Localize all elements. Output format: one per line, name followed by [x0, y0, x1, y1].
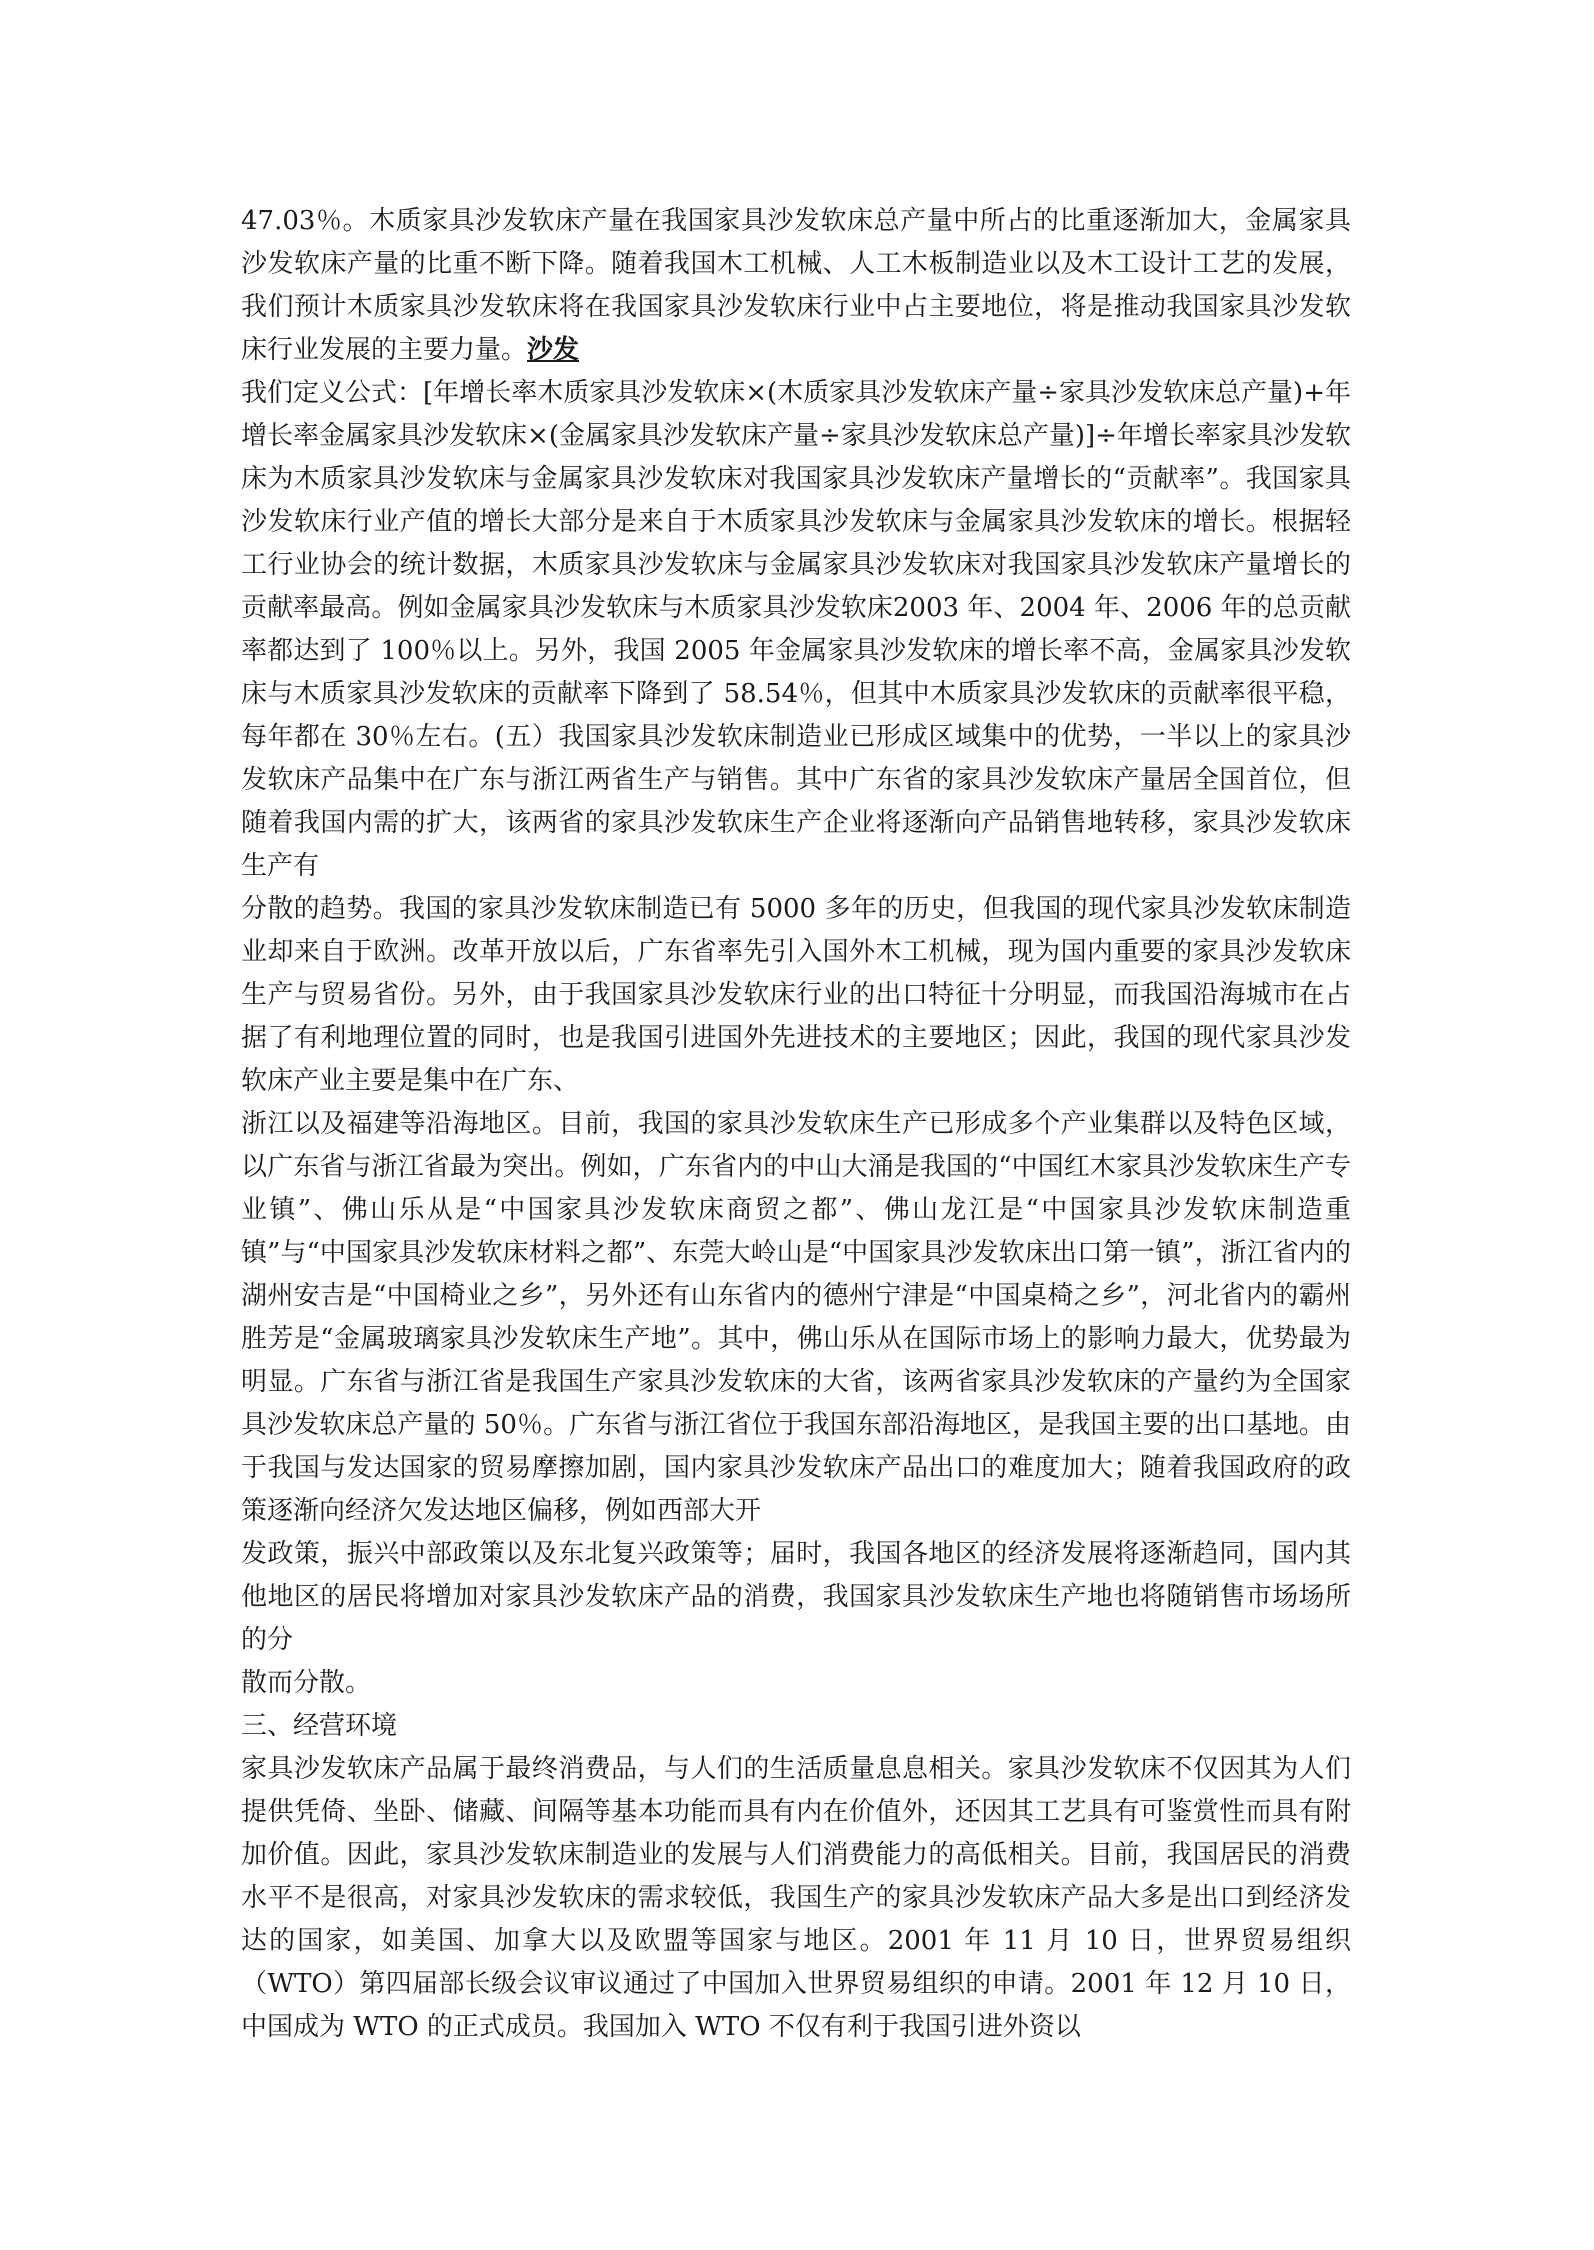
- paragraph-dispersion-trend: 分散的趋势。我国的家具沙发软床制造已有 5000 多年的历史，但我国的现代家具沙发软床制造业却来自于欧洲。改革开放以后，广东省率先引入国外木工机械，现为国内重要的家具沙发软床生产与贸易省份。另外，由于我国家具沙发软床行业的出口特征十分明显，而我国沿海城市在占据了有利地理位置的同时，也是我国引进国外先进技术的主要地区；因此，我国的现代家具沙发软床产业主要是集中在广东、: [241, 894, 1351, 1096]
- paragraph-text: 47.03％。木质家具沙发软床产量在我国家具沙发软床总产量中所占的比重逐渐加大，金属家具沙发软床产量的比重不断下降。随着我国木工机械、人工木板制造业以及木工设计工艺的发展，我们预计木质家具沙发软床将在我国家具沙发软床行业中占主要地位，将是推动我国家具沙发软床行业发展的主要力量。: [241, 206, 1351, 365]
- paragraph-dispersion-end: 散而分散。: [241, 1668, 372, 1698]
- paragraph-business-environment: 家具沙发软床产品属于最终消费品，与人们的生活质量息息相关。家具沙发软床不仅因其为人们提供凭倚、坐卧、储藏、间隔等基本功能而具有内在价值外，还因其工艺具有可鉴赏性而具有附加价值。因此，家具沙发软床制造业的发展与人们消费能力的高低相关。目前，我国居民的消费水平不是很高，对家具沙发软床的需求较低，我国生产的家具沙发软床产品大多是出口到经济发达的国家，如美国、加拿大以及欧盟等国家与地区。2001 年 11 月 10 日，世界贸易组织（WTO）第四届部长级会议审议通过了中国加入世界贸易组织的申请。2001 年 12 月 10 日，中国成为 WTO 的正式成员。我国加入 WTO 不仅有利于我国引进外资以: [241, 1754, 1351, 2042]
- paragraph-industry-clusters: 浙江以及福建等沿海地区。目前，我国的家具沙发软床生产已形成多个产业集群以及特色区域，以广东省与浙江省最为突出。例如，广东省内的中山大涌是我国的“中国红木家具沙发软床生产专业镇”、佛山乐从是“中国家具沙发软床商贸之都”、佛山龙江是“中国家具沙发软床制造重镇”与“中国家具沙发软床材料之都”、东莞大岭山是“中国家具沙发软床出口第一镇”，浙江省内的湖州安吉是“中国椅业之乡”，另外还有山东省内的德州宁津是“中国桌椅之乡”，河北省内的霸州胜芳是“金属玻璃家具沙发软床生产地”。其中，佛山乐从在国际市场上的影响力最大，优势最为明显。广东省与浙江省是我国生产家具沙发软床的大省，该两省家具沙发软床的产量约为全国家具沙发软床总产量的 50％。广东省与浙江省位于我国东部沿海地区，是我国主要的出口基地。由于我国与发达国家的贸易摩擦加剧，国内家具沙发软床产品出口的难度加大；随着我国政府的政策逐渐向经济欠发达地区偏移，例如西部大开: [241, 1109, 1351, 1526]
- paragraph-contribution-formula: 我们定义公式：[年增长率木质家具沙发软床×(木质家具沙发软床产量÷家具沙发软床总产量)+年增长率金属家具沙发软床×(金属家具沙发软床产量÷家具沙发软床总产量)]÷年增长率家具沙发软床为木质家具沙发软床与金属家具沙发软床对我国家具沙发软床产量增长的“贡献率”。我国家具沙发软床行业产值的增长大部分是来自于木质家具沙发软床与金属家具沙发软床的增长。根据轻工行业协会的统计数据，木质家具沙发软床与金属家具沙发软床对我国家具沙发软床产量增长的贡献率最高。例如金属家具沙发软床与木质家具沙发软床2003 年、2004 年、2006 年的总贡献率都达到了 100％以上。另外，我国 2005 年金属家具沙发软床的增长率不高，金属家具沙发软床与木质家具沙发软床的贡献率下降到了 58.54％，但其中木质家具沙发软床的贡献率很平稳，每年都在 30％左右。(五）我国家具沙发软床制造业已形成区域集中的优势，一半以上的家具沙发软床产品集中在广东与浙江两省生产与销售。其中广东省的家具沙发软床产量居全国首位，但随着我国内需的扩大，该两省的家具沙发软床生产企业将逐渐向产品销售地转移，家具沙发软床生产有: [241, 378, 1351, 881]
- paragraph-wood-furniture-share: [241, 200, 1351, 372]
- document-page: [241, 200, 1351, 2049]
- section-heading-business-environment: 三、经营环境: [241, 1711, 398, 1741]
- emphasis-text: 沙发: [527, 335, 580, 365]
- paragraph-regional-policy: 发政策，振兴中部政策以及东北复兴政策等；届时，我国各地区的经济发展将逐渐趋同，国内其他地区的居民将增加对家具沙发软床产品的消费，我国家具沙发软床生产地也将随销售市场场所的分: [241, 1539, 1351, 1655]
